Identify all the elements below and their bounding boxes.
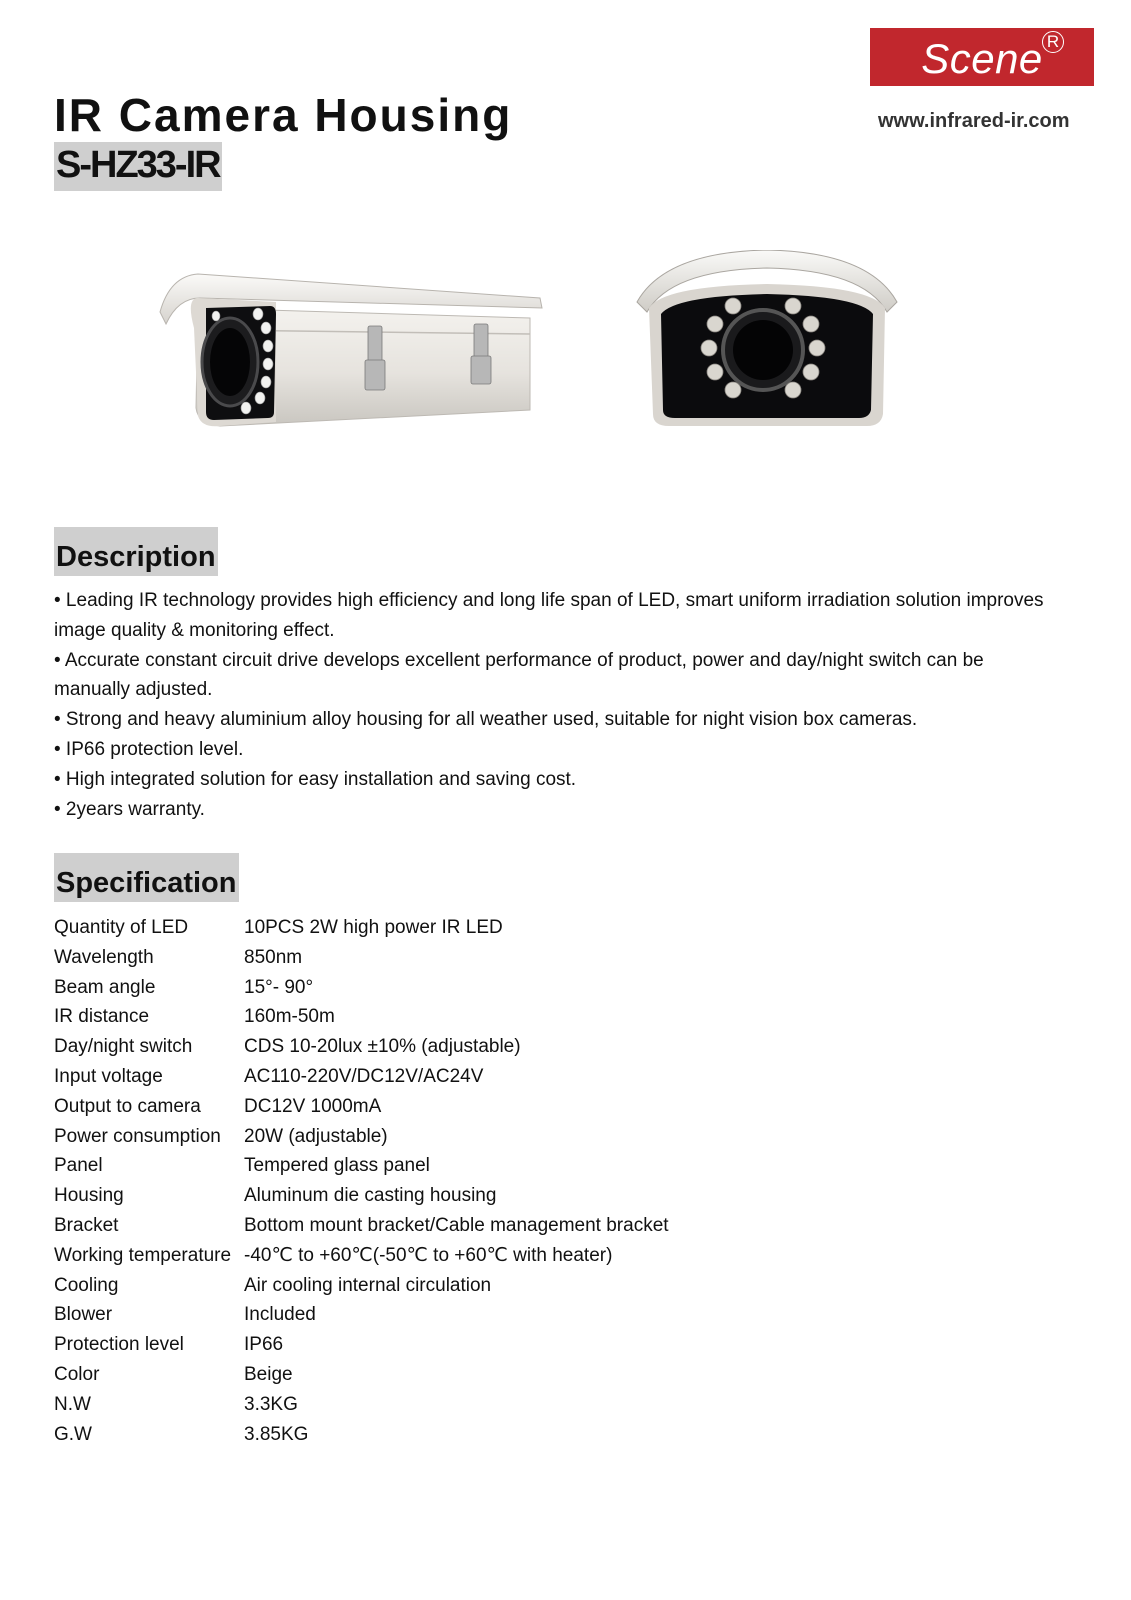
spec-row [54, 943, 669, 973]
spec-label: Output to camera [54, 1095, 201, 1117]
description-item: • Strong and heavy aluminium alloy housing for all weather used, suitable for night vision box cameras. [54, 709, 918, 731]
spec-value: AC110-220V/DC12V/AC24V [244, 1065, 484, 1087]
specification-table [54, 913, 669, 1449]
spec-row [54, 1390, 669, 1420]
spec-value: Included [244, 1304, 316, 1326]
spec-label: Wavelength [54, 946, 154, 968]
spec-value: IP66 [244, 1334, 284, 1356]
spec-label: Cooling [54, 1274, 119, 1296]
spec-row [54, 1151, 669, 1181]
spec-label: IR distance [54, 1006, 150, 1028]
spec-value: 850nm [244, 946, 303, 968]
spec-label: Color [54, 1363, 100, 1385]
spec-row [54, 1002, 669, 1032]
description-list [54, 586, 1054, 824]
page-title: IR Camera Housing [54, 89, 513, 141]
spec-row [54, 913, 669, 943]
description-item: • IP66 protection level. [54, 738, 244, 760]
spec-value: Beige [244, 1363, 293, 1385]
housing-side-view-image [158, 268, 558, 448]
spec-label: Protection level [54, 1334, 184, 1356]
spec-value: 3.3KG [244, 1393, 298, 1415]
description-item: • High integrated solution for easy installation and saving cost. [54, 768, 577, 790]
spec-value: Tempered glass panel [244, 1155, 430, 1177]
spec-row [54, 1032, 669, 1062]
website-url: www.infrared-ir.com [878, 110, 1070, 132]
spec-value: 160m-50m [244, 1006, 335, 1028]
spec-value: 3.85KG [244, 1423, 309, 1445]
housing-front-view-image [635, 250, 900, 440]
brand-name: Scene [921, 35, 1043, 82]
description-item: • Accurate constant circuit drive develops excellent performance of product, power and day/night switch can be manually adjusted. [54, 649, 984, 701]
spec-value: 15°- 90° [244, 976, 314, 998]
spec-label: Beam angle [54, 976, 156, 998]
model-number: S-HZ33-IR [54, 142, 222, 191]
description-heading: Description [54, 527, 218, 576]
spec-label: Power consumption [54, 1125, 221, 1147]
description-item: • 2years warranty. [54, 798, 205, 820]
spec-value: Aluminum die casting housing [244, 1185, 497, 1207]
spec-row [54, 1062, 669, 1092]
spec-label: G.W [54, 1423, 92, 1445]
spec-row [54, 1360, 669, 1390]
spec-value: 10PCS 2W high power IR LED [244, 917, 503, 938]
registered-mark: R [1042, 31, 1064, 53]
spec-row [54, 1420, 669, 1450]
spec-row [54, 1092, 669, 1122]
spec-label: Bracket [54, 1214, 119, 1236]
spec-value: 20W (adjustable) [244, 1125, 388, 1147]
spec-row [54, 1211, 669, 1241]
spec-label: Housing [54, 1185, 124, 1207]
spec-label: Day/night switch [54, 1036, 193, 1058]
spec-label: N.W [54, 1393, 91, 1415]
spec-label: Quantity of LED [54, 917, 189, 938]
spec-row [54, 1181, 669, 1211]
spec-value: CDS 10-20lux ±10% (adjustable) [244, 1036, 521, 1058]
description-item: • Leading IR technology provides high efficiency and long life span of LED, smart uniform irradiation solution improves image quality & monitoring effect. [54, 590, 1044, 641]
spec-value: DC12V 1000mA [244, 1095, 382, 1117]
spec-value: -40℃ to +60℃(-50℃ to +60℃ with heater) [244, 1244, 613, 1266]
spec-label: Working temperature [54, 1244, 232, 1266]
spec-label: Input voltage [54, 1065, 163, 1087]
spec-row [54, 1330, 669, 1360]
spec-value: Air cooling internal circulation [244, 1274, 492, 1296]
spec-row [54, 1300, 669, 1330]
spec-row [54, 1271, 669, 1301]
spec-label: Panel [54, 1155, 103, 1177]
spec-row [54, 1122, 669, 1152]
brand-logo [870, 28, 1094, 86]
specification-heading: Specification [54, 853, 239, 902]
spec-row [54, 1241, 669, 1271]
spec-label: Blower [54, 1304, 113, 1326]
spec-value: Bottom mount bracket/Cable management bracket [244, 1214, 669, 1236]
spec-row [54, 973, 669, 1003]
